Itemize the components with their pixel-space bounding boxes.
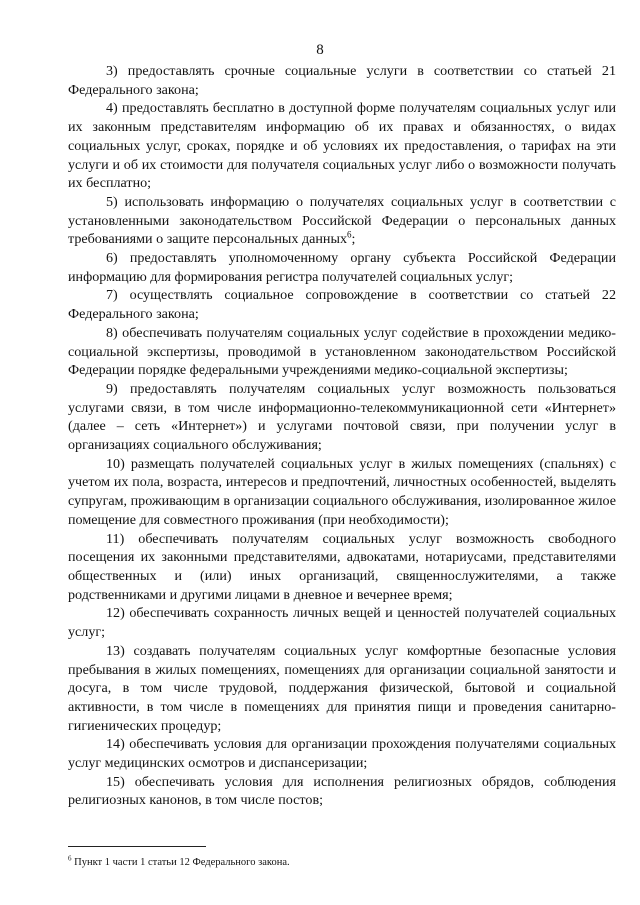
footnote-divider bbox=[68, 846, 206, 847]
paragraph-item-14: 14) обеспечивать условия для организации прохождения получателями социальных услуг медицинских осмотров и диспансеризации; bbox=[68, 736, 616, 772]
paragraph-item-12: 12) обеспечивать сохранность личных вещей и ценностей получателей социальных услуг; bbox=[68, 605, 616, 641]
footnote-reference[interactable]: 6 bbox=[347, 229, 352, 240]
footnote bbox=[68, 856, 616, 869]
paragraph-item-4: 4) предоставлять бесплатно в доступной форме получателям социальных услуг или их законным представителям информацию об их правах и обязанностях, о видах социальных услуг, сроках, порядке и об условиях их предоставления, о тарифах на эти услуги и об их стоимости для получателя социальных услуг либо о возможности получать их бесплатно; bbox=[68, 100, 616, 192]
document-body bbox=[68, 62, 616, 810]
page-number: 8 bbox=[316, 42, 324, 58]
paragraph-item-11: 11) обеспечивать получателям социальных услуг возможность свободного посещения их законными представителями, адвокатами, нотариусами, представителями общественных и (или) иных организаций, священнослужителями, а также родственниками и другими лицами в дневное и вечернее время; bbox=[68, 530, 616, 603]
paragraph-item-7: 7) осуществлять социальное сопровождение в соответствии со статьей 22 Федерального закона; bbox=[68, 287, 616, 323]
paragraph-item-5: 5) использовать информацию о получателях социальных услуг в соответствии с установленными законодательством Российской Федерации о персональных данных требованиями о защите персональных данных$^6$; bbox=[68, 193, 616, 248]
paragraph-item-15: 15) обеспечивать условия для исполнения религиозных обрядов, соблюдения религиозных канонов, в том числе постов; bbox=[68, 773, 616, 809]
footnote-mark: 6 bbox=[68, 854, 72, 863]
paragraph-item-6: 6) предоставлять уполномоченному органу субъекта Российской Федерации информацию для формирования регистра получателей социальных услуг; bbox=[68, 250, 616, 285]
footnote-text: Пункт 1 части 1 статьи 12 Федерального закона. bbox=[74, 857, 290, 868]
paragraph-item-13: 13) создавать получателям социальных услуг комфортные безопасные условия пребывания в жилых помещениях, помещениях для организации социальной занятости и досуга, в том числе трудовой, поддержания физической, бытовой и социальной активности, в том числе в помещениях для принятия пищи и проведения санитарно-гигиенических процедур; bbox=[68, 642, 616, 734]
paragraph-item-10: 10) размещать получателей социальных услуг в жилых помещениях (спальнях) с учетом их пола, возраста, интересов и предпочтений, личностных особенностей, выделять супругам, проживающим в организации социального обслуживания, изолированное жилое помещение для совместного проживания (при необходимости); bbox=[68, 455, 616, 528]
paragraph-item-9: 9) предоставлять получателям социальных услуг возможность пользоваться услугами связи, в том числе информационно-телекоммуникационной сети «Интернет» (далее – сеть «Интернет») и услугами почтовой связи, при получении услуг в организациях социального обслуживания; bbox=[68, 380, 616, 454]
paragraph-item-3: 3) предоставлять срочные социальные услуги в соответствии со статьей 21 Федерального закона; bbox=[68, 63, 616, 98]
paragraph-item-8: 8) обеспечивать получателям социальных услуг содействие в прохождении медико-социальной экспертизы, проводимой в установленном законодательством Российской Федерации порядке федеральными учреждениями медико-социальной экспертизы; bbox=[68, 324, 616, 379]
